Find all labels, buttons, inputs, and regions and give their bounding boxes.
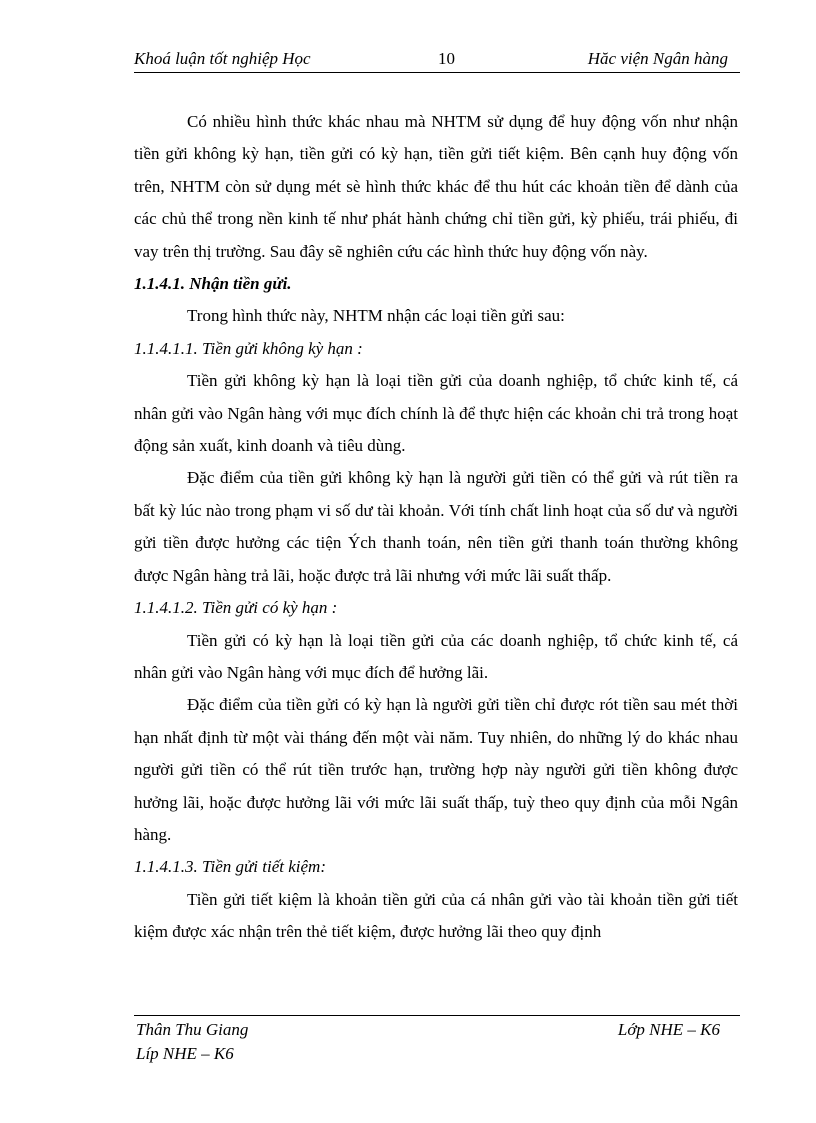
page-footer (134, 1015, 740, 1066)
footer-class-right: Lớp NHE – K6 (617, 1020, 720, 1039)
demand-deposit-definition: Tiền gửi không kỳ hạn là loại tiền gửi của doanh nghiệp, tổ chức kinh tế, cá nhân gửi vào Ngân hàng với mục đích chính là để thực hiện các khoản chi trả trong hoạt động sản xuất, kinh doanh và tiêu dùng. (134, 371, 738, 456)
footer-author: Thân Thu Giang (136, 1020, 249, 1039)
demand-deposit-characteristics: Đặc điểm của tiền gửi không kỳ hạn là người gửi tiền có thể gửi và rút tiền ra bất kỳ lúc nào trong phạm vi số dư tài khoản. Với tính chất linh hoạt của số dư và người gửi tiền được hưởng các tiện Ých thanh toán, nên tiền gửi thanh toán thường không được Ngân hàng trả lãi, hoặc được trả lãi nhưng với mức lãi suất thấp. (134, 468, 738, 585)
subsection-heading-term-deposit: 1.1.4.1.2. Tiền gửi có kỳ hạn : (134, 598, 338, 618)
subsection-heading-demand-deposit: 1.1.4.1.1. Tiền gửi không kỳ hạn : (134, 338, 363, 358)
page-number: 10 (438, 49, 455, 68)
savings-deposit-definition: Tiền gửi tiết kiệm là khoản tiền gửi của cá nhân gửi vào tài khoản tiền gửi tiết kiệm được xác nhận trên thẻ tiết kiệm, được hưởng lãi theo quy định (134, 889, 738, 942)
page-header (134, 46, 740, 73)
section-intro-paragraph: Trong hình thức này, NHTM nhận các loại tiền gửi sau: (187, 306, 565, 326)
footer-class-left: Líp NHE – K6 (136, 1044, 234, 1063)
header-thesis-title: Khoá luận tốt nghiệp Học (134, 49, 311, 68)
page-body (134, 106, 738, 949)
section-heading: 1.1.4.1. Nhận tiền gửi. (134, 274, 292, 294)
header-institution: Hăc viện Ngân hàng (587, 49, 728, 68)
intro-paragraph: Có nhiều hình thức khác nhau mà NHTM sử dụng để huy động vốn như nhận tiền gửi không kỳ hạn, tiền gửi có kỳ hạn, tiền gửi tiết kiệm. Bên cạnh huy động vốn trên, NHTM còn sử dụng mét sè hình thức khác để thu hút các khoản tiền để dành của các chủ thể trong nền kinh tế như phát hành chứng chỉ tiền gửi, kỳ phiếu, trái phiếu, đi vay trên thị trường. Sau đây sẽ nghiên cứu các hình thức huy động vốn này. (134, 112, 738, 261)
subsection-heading-savings-deposit: 1.1.4.1.3. Tiền gửi tiết kiệm: (134, 857, 326, 877)
term-deposit-characteristics: Đặc điểm của tiền gửi có kỳ hạn là người gửi tiền chỉ được rót tiền sau mét thời hạn nhất định từ một vài tháng đến một vài năm. Tuy nhiên, do những lý do khác nhau người gửi tiền có thể rút tiền trước hạn, trường hợp này người gửi tiền không được hưởng lãi, hoặc được hưởng lãi với mức lãi suất thấp, tuỳ theo quy định của mỗi Ngân hàng. (134, 695, 738, 844)
term-deposit-definition: Tiền gửi có kỳ hạn là loại tiền gửi của các doanh nghiệp, tổ chức kinh tế, cá nhân gửi vào Ngân hàng với mục đích để hưởng lãi. (134, 630, 738, 682)
